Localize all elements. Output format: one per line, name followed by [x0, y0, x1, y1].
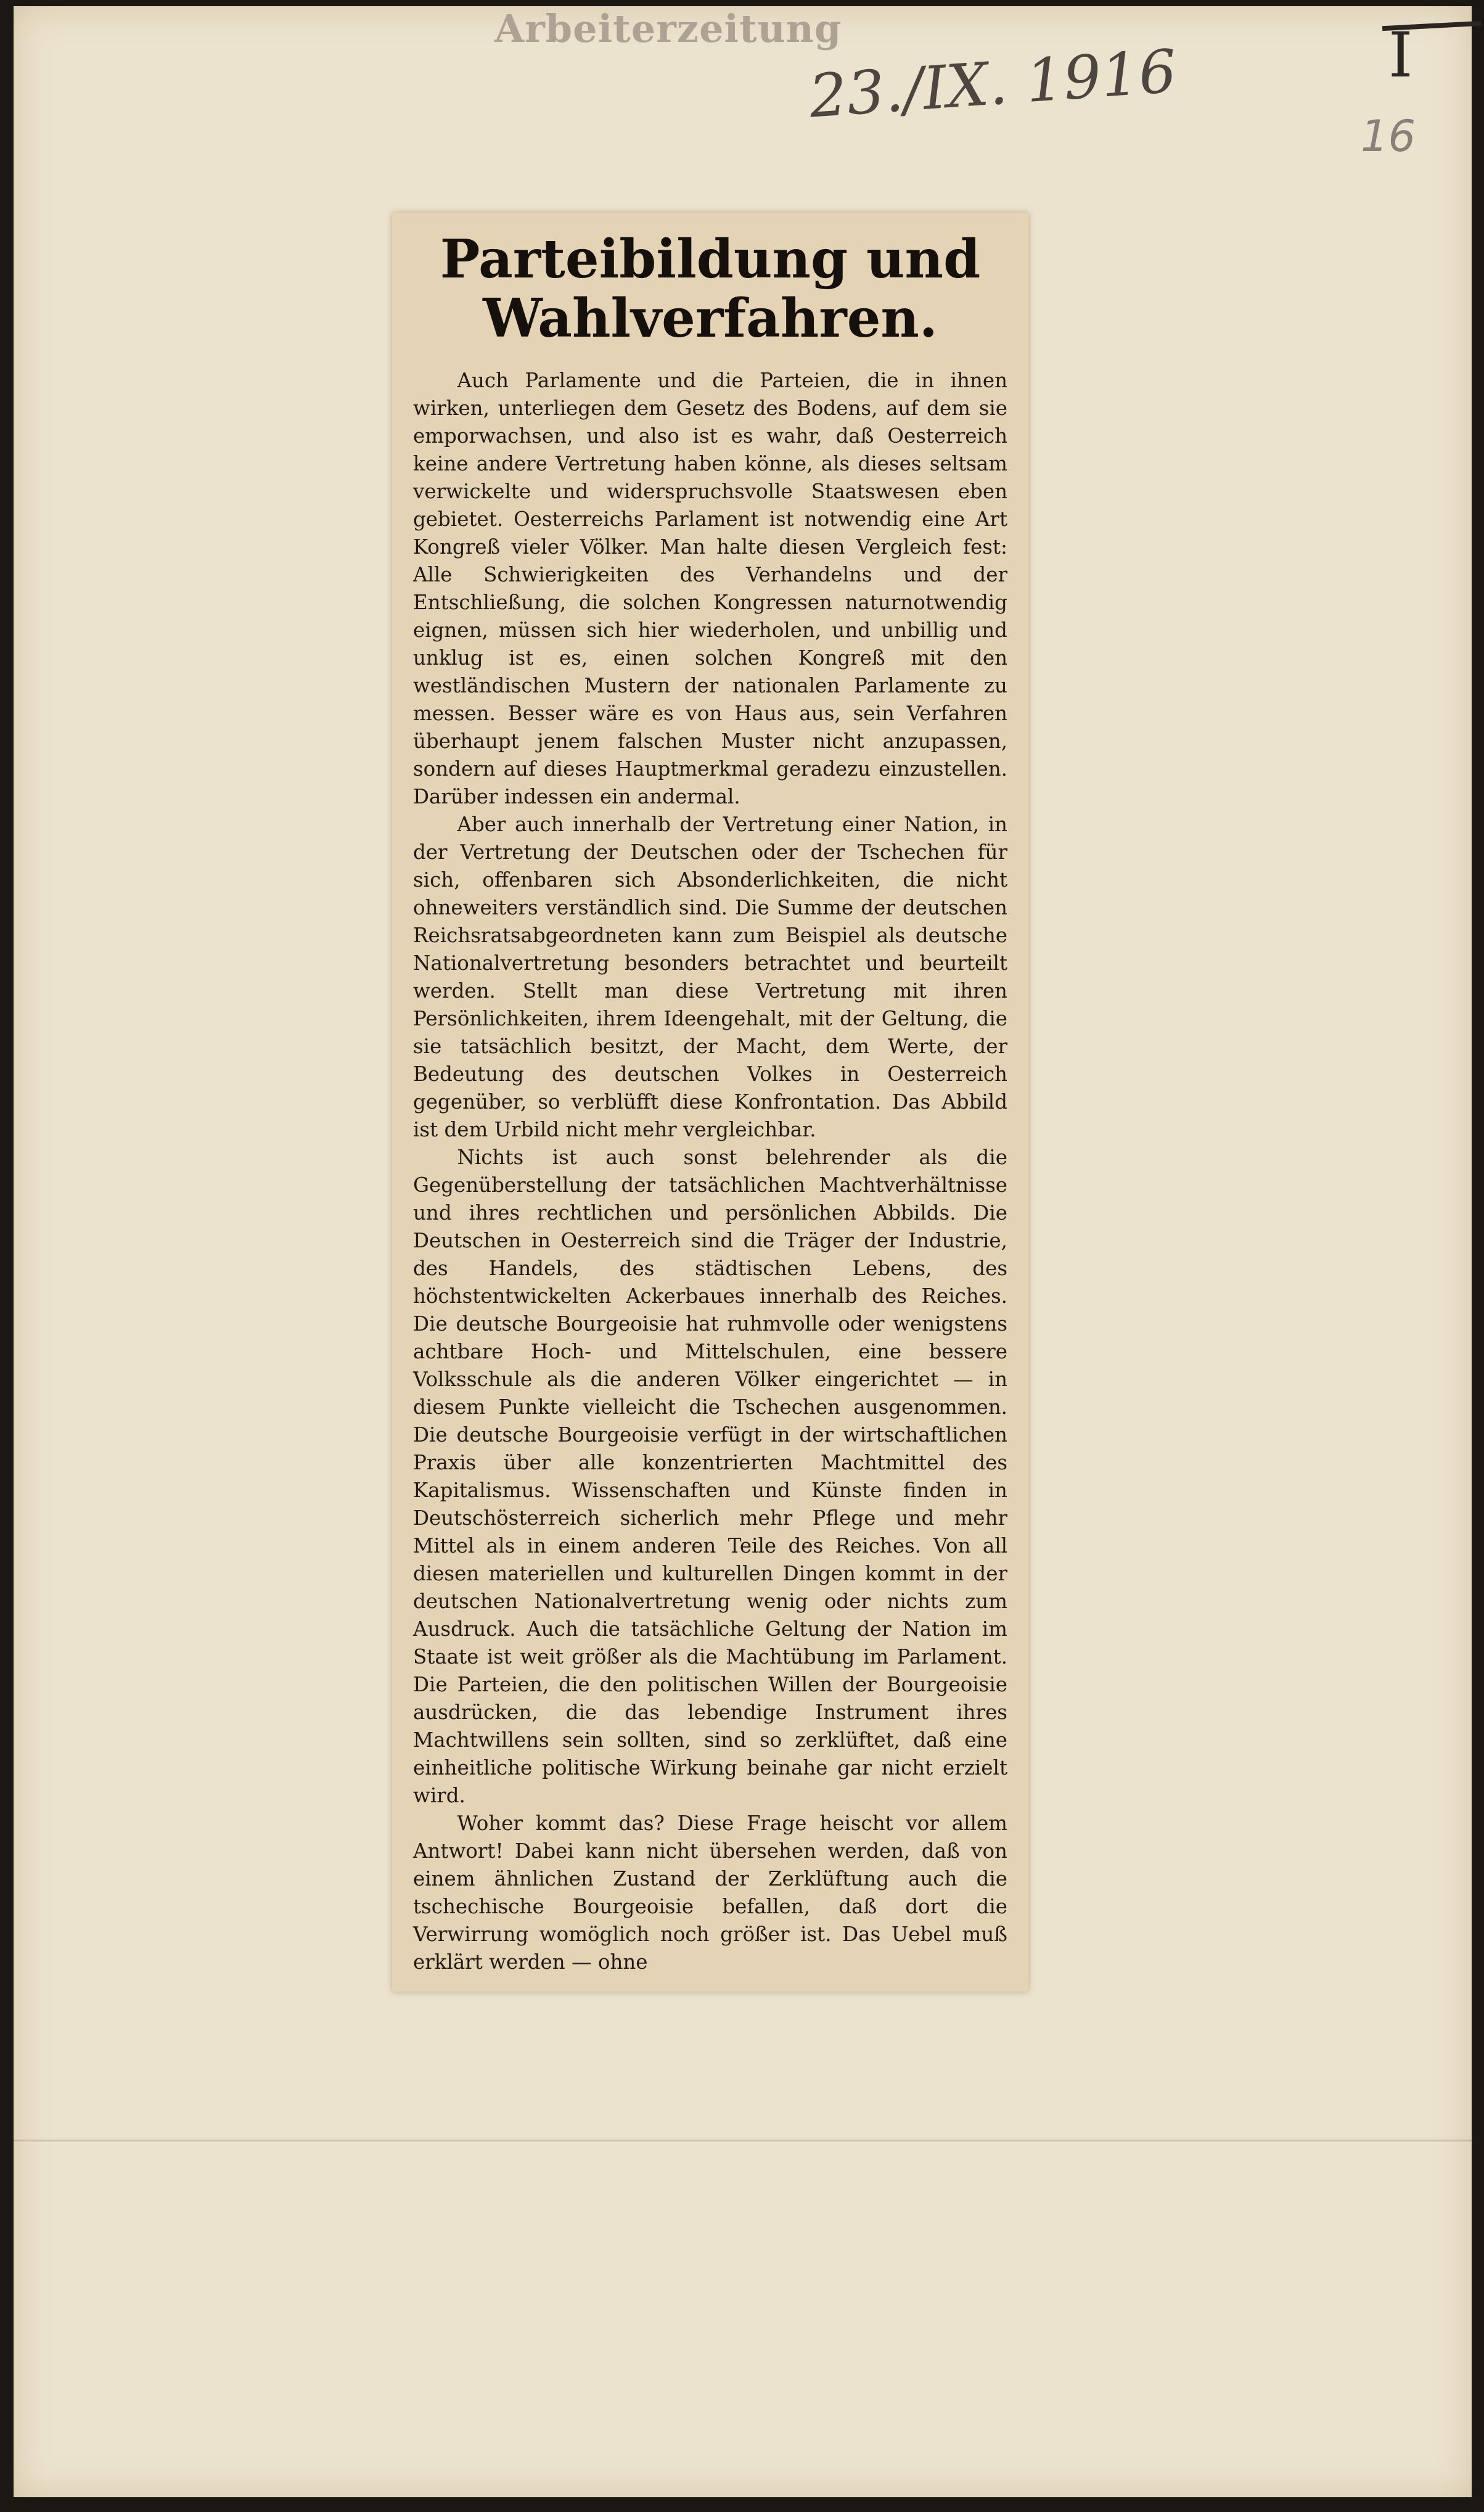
- handwritten-date: 23./IX. 1916: [806, 36, 1179, 131]
- newspaper-stamp: Arbeiterzeitung: [494, 6, 842, 51]
- article-paragraph-3: Nichts ist auch sonst belehrender als die Gegenüberstellung der tatsächlichen Machtverhältnisse und ihres rechtlichen und persönlichen Abbilds. Die Deutschen in Oesterreich sind die Träger der Industrie, des Handels, des städtischen Lebens, des höchstentwickelten Ackerbaues innerhalb des Reiches. Die deutsche Bourgeoisie hat ruhmvolle oder wenigstens achtbare Hoch- und Mittelschulen, eine bessere Volksschule als die anderen Völker eingerichtet — in diesem Punkte vielleicht die Tschechen ausgenommen. Die deutsche Bourgeoisie verfügt in der wirtschaftlichen Praxis über alle konzentrierten Machtmittel des Kapitalismus. Wissenschaften und Künste finden in Deutschösterreich sicherlich mehr Pflege und mehr Mittel als in einem anderen Teile des Reiches. Von all diesen materiellen und kulturellen Dingen kommt in der deutschen Nationalvertretung wenig oder nichts zum Ausdruck. Auch die tatsächliche Geltung der Nation im Staate ist weit größer als die Machtübung im Parlament. Die Parteien, die den politischen Willen der Bourgeoisie ausdrücken, die das lebendige Instrument ihres Machtwillens sein sollten, sind so zerklüftet, daß eine einheitliche politische Wirkung beinahe gar nicht erzielt wird.: [413, 1146, 1007, 1807]
- article-paragraph-1: Auch Parlamente und die Parteien, die in ihnen wirken, unterliegen dem Gesetz des Bodens, auf dem sie emporwachsen, und also ist es wahr, daß Oesterreich keine andere Vertretung haben könne, als dieses seltsam verwickelte und widerspruchsvolle Staatswesen eben gebietet. Oesterreichs Parlament ist notwendig eine Art Kongreß vieler Völker. Man halte diesen Vergleich fest: Alle Schwierigkeiten des Verhandelns und der Entschließung, die solchen Kongressen naturnotwendig eignen, müssen sich hier wiederholen, und unbillig und unklug ist es, einen solchen Kongreß mit den westländischen Mustern der nationalen Parlamente zu messen. Besser wäre es von Haus aus, sein Verfahren überhaupt jenem falschen Muster nicht anzupassen, sondern auf dieses Hauptmerkmal geradezu einzustellen. Darüber indessen ein andermal.: [413, 369, 1007, 808]
- page-number: 16: [1361, 111, 1416, 162]
- paper-fold-line: [14, 2140, 1472, 2141]
- article-paragraph-4: Woher kommt das? Diese Frage heischt vor allem Antwort! Dabei kann nicht übersehen werden, daß von einem ähnlichen Zustand der Zerklüftung auch die tschechische Bourgeoisie befallen, daß dort die Verwirrung womöglich noch größer ist. Das Uebel muß erklärt werden — ohne: [413, 1812, 1007, 1974]
- article-paragraph-2: Aber auch innerhalb der Vertretung einer Nation, in der Vertretung der Deutschen oder der Tschechen für sich, offenbaren sich Absonderlichkeiten, die nicht ohneweiters verständlich sind. Die Summe der deutschen Reichsratsabgeordneten kann zum Beispiel als deutsche Nationalvertretung besonders betrachtet und beurteilt werden. Stellt man diese Vertretung mit ihren Persönlichkeiten, ihrem Ideengehalt, mit der Geltung, die sie tatsächlich besitzt, der Macht, dem Werte, der Bedeutung des deutschen Volkes in Oesterreich gegenüber, so verblüfft diese Konfrontation. Das Abbild ist dem Urbild nicht mehr vergleichbar.: [413, 813, 1007, 1141]
- newspaper-clipping: [392, 213, 1028, 1992]
- article-title: Parteibildung und Wahlverfahren.: [440, 228, 981, 350]
- handwritten-mark: I: [1388, 19, 1413, 91]
